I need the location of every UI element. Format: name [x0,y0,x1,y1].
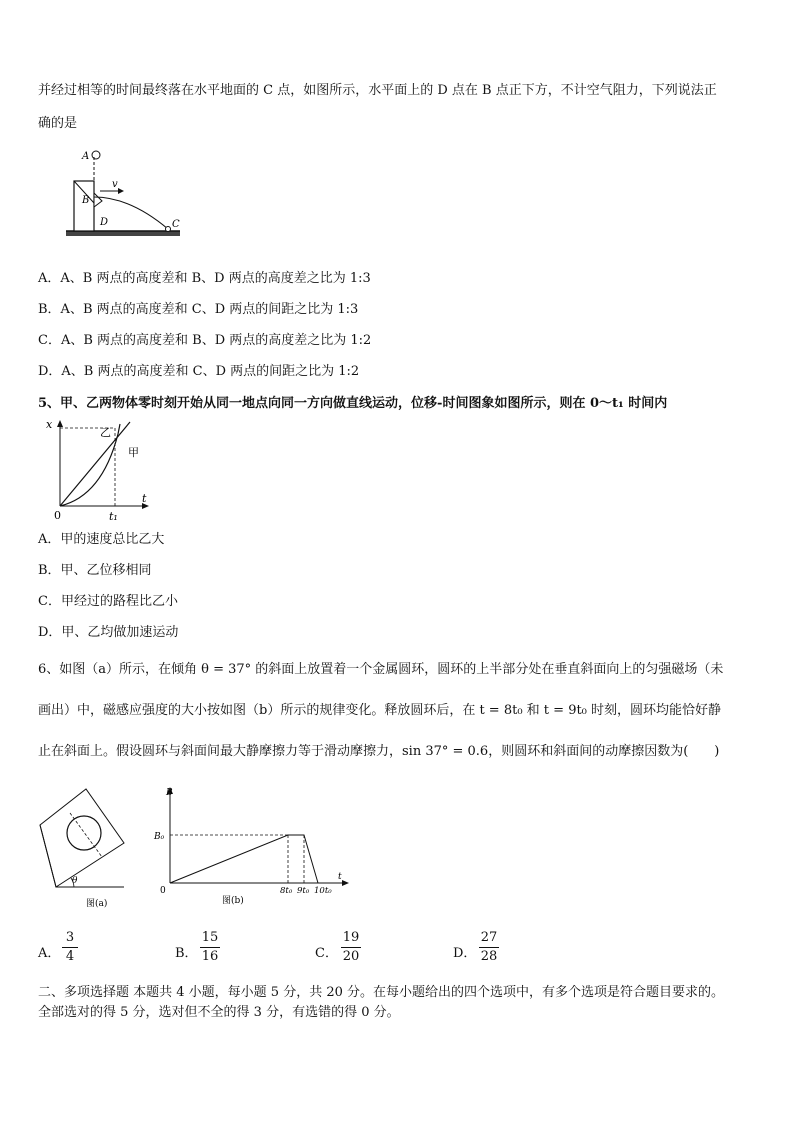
q4-label-D: D [100,217,109,228]
q4-label-A: A [82,151,90,162]
q4-intro-line2: 确的是 [38,116,78,131]
fraction-bar [200,947,220,948]
q6-fig-b-10t0: 10t₀ [314,886,332,896]
section2-line2: 全部选对的得 5 分，选对但不全的得 3 分，有选错的得 0 分。 [38,1005,400,1020]
q4-option-a: A．A、B 两点的高度差和 B、D 两点的高度差之比为 1:3 [38,271,371,286]
fraction-bar [341,947,361,948]
q4-label-v: v [112,179,118,190]
q5-option-d: D．甲、乙均做加速运动 [38,625,179,640]
q6-figure-b [150,783,360,913]
q6-option-d-letter: D． [453,946,477,961]
q6-option-d-fraction [479,930,499,965]
section2-line1: 二、多项选择题 本题共 4 小题，每小题 5 分，共 20 分。在每小题给出的四个选项中，有多个选项是符合题目要求的。 [38,985,725,1000]
q5-option-a: A．甲的速度总比乙大 [38,532,165,547]
q4-option-d: D．A、B 两点的高度差和 C、D 两点的间距之比为 1:2 [38,364,360,379]
q6-option-b-den: 16 [201,949,219,964]
q6-option-b-num: 15 [201,930,219,945]
q5-option-b: B．甲、乙位移相同 [38,563,152,578]
fraction-bar [62,947,78,948]
q5-y-label: x [46,418,53,431]
q4-option-b: B．A、B 两点的高度差和 C、D 两点的间距之比为 1:3 [38,302,359,317]
q6-fig-b-y-label: B [166,788,173,798]
q6-figure-a [34,783,134,913]
q6-fig-a-theta: θ [72,876,78,886]
q6-option-a-den: 4 [65,949,75,964]
q5-t1-label: t₁ [109,510,118,523]
q6-option-a-num: 3 [65,930,75,945]
q6-option-a-fraction [62,930,78,965]
fraction-bar [479,947,499,948]
q6-line2: 画出）中，磁感应强度的大小按如图（b）所示的规律变化。释放圆环后，在 t = 8t₀ 和 t = 9t₀ 时刻，圆环均能恰好静 [38,703,722,718]
q4-label-C: C [172,219,180,230]
q6-line1: 6、如图（a）所示，在倾角 θ = 37° 的斜面上放置着一个金属圆环，圆环的上半部分处在垂直斜面向上的匀强磁场（未 [38,662,724,677]
q6-option-d-den: 28 [480,949,498,964]
q5-origin: 0 [54,509,61,522]
q6-fig-b-caption: 图(b) [222,896,244,906]
q6-option-b-letter: B． [175,946,198,961]
q6-fig-b-8t0: 8t₀ [280,886,293,896]
q6-option-b-fraction [200,930,220,965]
q6-fig-b-9t0: 9t₀ [297,886,310,896]
q6-fig-b-origin: 0 [160,886,166,896]
q6-fig-b-B0: B₀ [154,832,165,842]
q5-stem: 5、甲、乙两物体零时刻开始从同一地点向同一方向做直线运动，位移-时间图象如图所示，则在 0～t₁ 时间内 [38,396,668,411]
q6-option-c-num: 19 [342,930,360,945]
q5-option-c: C．甲经过的路程比乙小 [38,594,178,609]
q4-figure [60,145,185,245]
q4-label-B: B [82,195,90,206]
q6-option-a-letter: A． [38,946,61,961]
q5-jia-label: 甲 [128,446,139,459]
q6-line3: 止在斜面上。假设圆环与斜面间最大静摩擦力等于滑动摩擦力，sin 37° = 0.6，则圆环和斜面间的动摩擦因数为( ) [38,744,720,759]
q5-xt-graph [42,418,152,523]
q5-x-label: t [142,492,147,505]
q4-option-c: C．A、B 两点的高度差和 B、D 两点的高度差之比为 1:2 [38,333,372,348]
q6-option-c-fraction [341,930,361,965]
q6-fig-b-t-label: t [338,872,342,882]
q6-fig-a-caption: 图(a) [86,899,108,909]
q6-option-d-num: 27 [480,930,498,945]
q5-yi-label: 乙 [100,426,111,439]
q4-intro-line1: 并经过相等的时间最终落在水平地面的 C 点，如图所示，水平面上的 D 点在 B 点正下方，不计空气阻力，下列说法正 [38,83,717,98]
q6-option-c-den: 20 [342,949,360,964]
q6-option-c-letter: C． [315,946,338,961]
